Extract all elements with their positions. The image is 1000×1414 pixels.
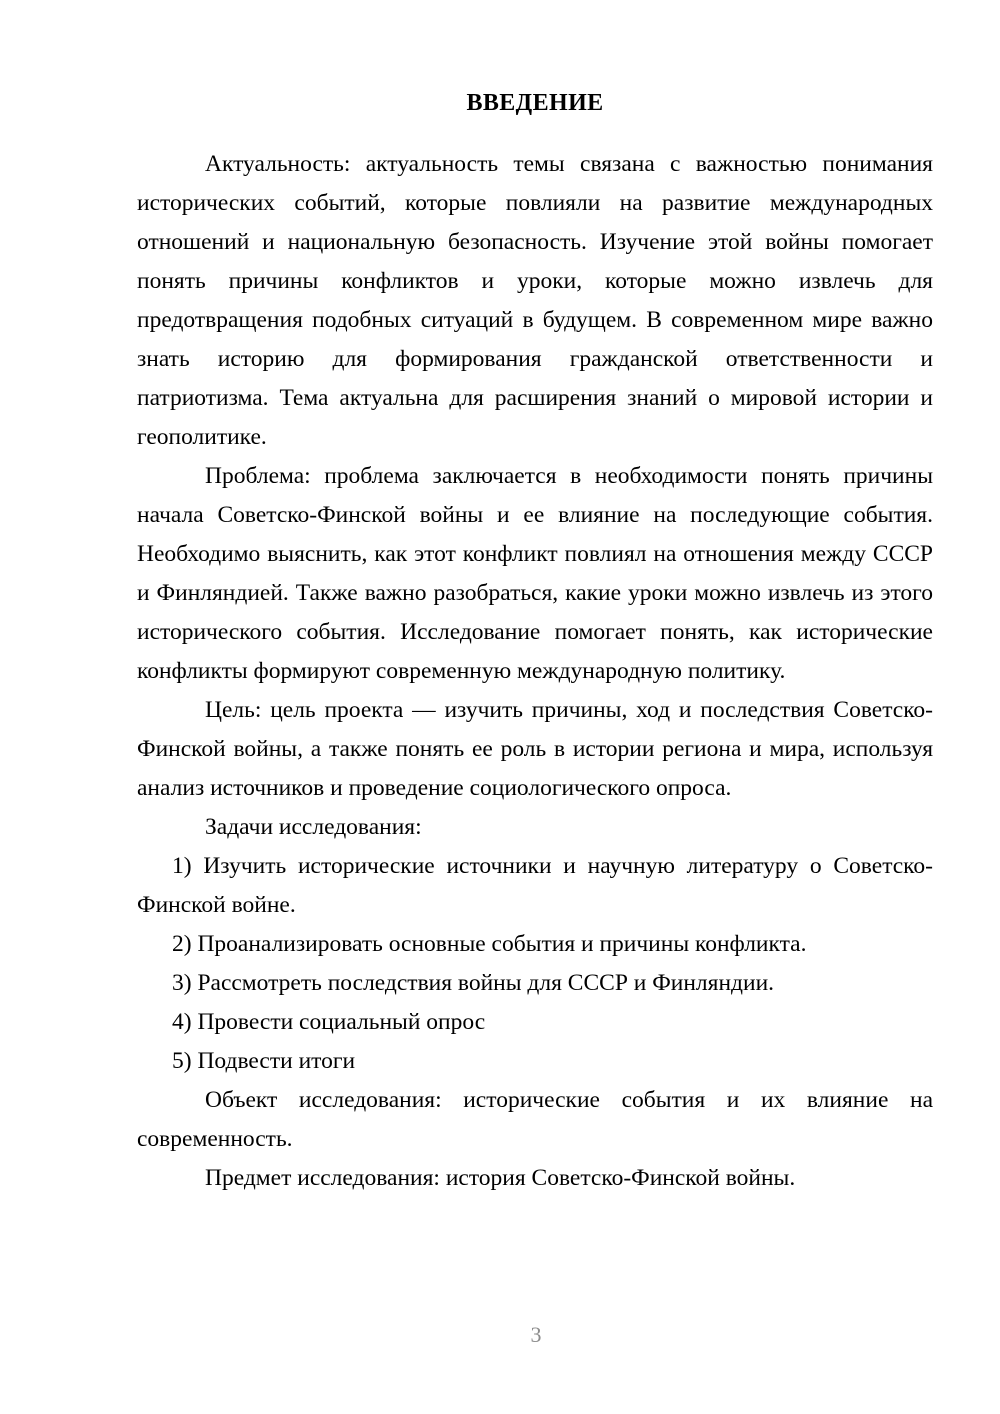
paragraph-subject: Предмет исследования: история Советско-Финской войны.: [205, 1165, 796, 1191]
list-item: 1) Изучить исторические источники и научную литературу о Советско-Финской войне.: [137, 853, 933, 918]
paragraph-object: Объект исследования: исторические события и их влияние на современность.: [137, 1087, 933, 1152]
page-number-value: 3: [530, 1322, 542, 1347]
list-item: 2) Проанализировать основные события и причины конфликта.: [172, 931, 807, 957]
list-item: 4) Провести социальный опрос: [172, 1009, 486, 1035]
paragraph-tasks-title: Задачи исследования:: [205, 814, 422, 840]
paragraph-problem: Проблема: проблема заключается в необходимости понять причины начала Советско-Финской войны и ее влияние на последующие события. Необходимо выяснить, как этот конфликт повлиял на отношения между СССР и Финляндией. Также важно разобраться, какие уроки можно извлечь из этого исторического события. Исследование помогает понять, как исторические конфликты формируют современную международную политику.: [137, 463, 933, 684]
list-item: 3) Рассмотреть последствия войны для СССР и Финляндии.: [172, 970, 775, 996]
paragraph-relevance: Актуальность: актуальность темы связана с важностью понимания исторических событий, которые повлияли на развитие международных отношений и национальную безопасность. Изучение этой войны помогает понять причины конфликтов и уроки, которые можно извлечь для предотвращения подобных ситуаций в будущем. В современном мире важно знать историю для формирования гражданской ответственности и патриотизма. Тема актуальна для расширения знаний о мировой истории и геополитике.: [137, 151, 933, 450]
page-title: ВВЕДЕНИЕ: [466, 90, 604, 116]
document-body: [137, 88, 933, 1198]
page-number-footer: [0, 1322, 1000, 1348]
list-item: 5) Подвести итоги: [172, 1048, 356, 1074]
paragraph-goal: Цель: цель проекта — изучить причины, ход и последствия Советско-Финской войны, а также понять ее роль в истории региона и мира, используя анализ источников и проведение социологического опроса.: [137, 697, 933, 801]
